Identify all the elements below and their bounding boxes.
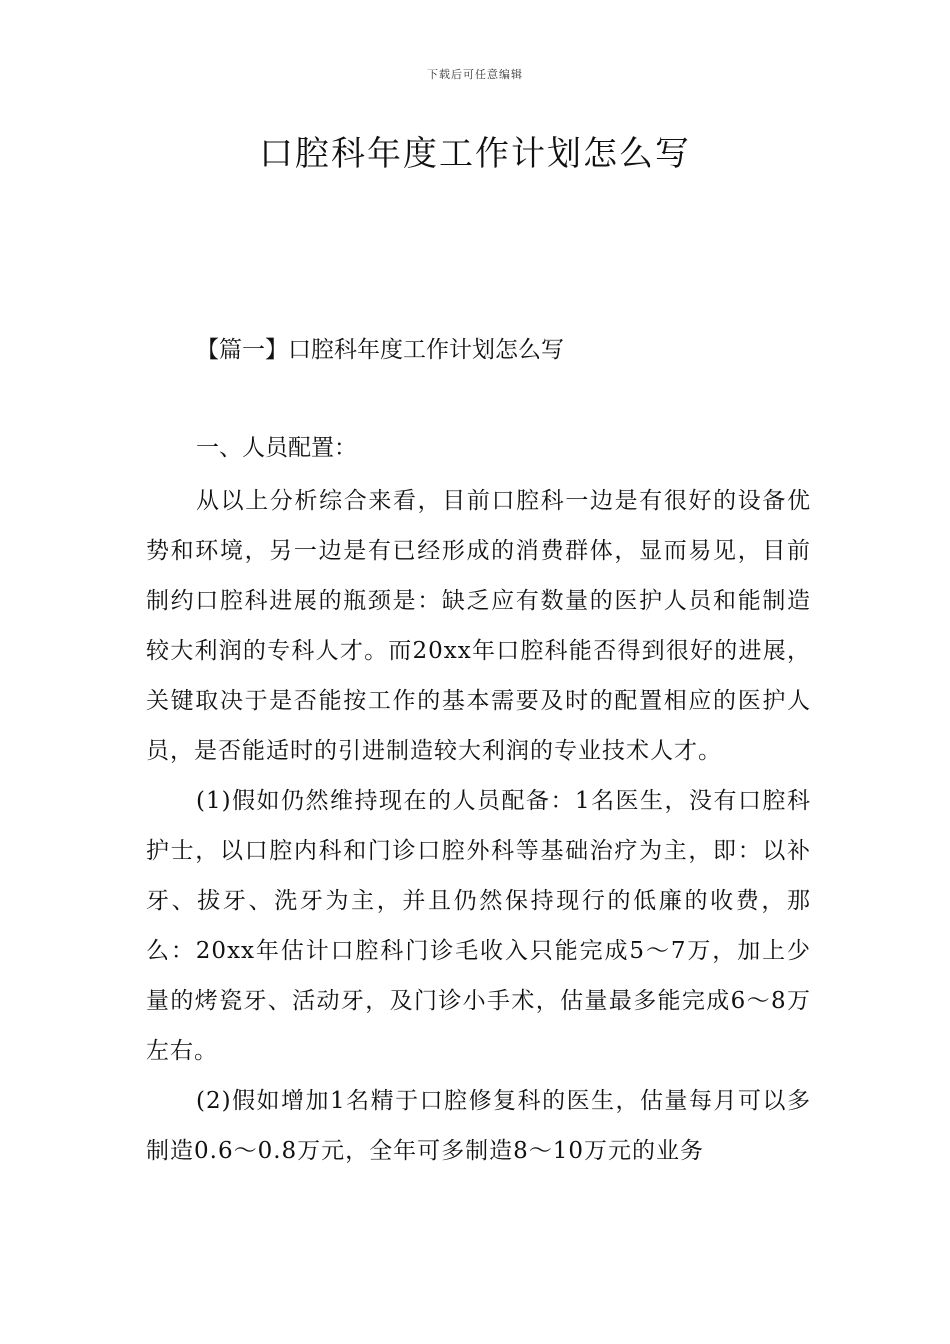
sub-heading-staffing: 一、人员配置： bbox=[196, 435, 357, 461]
paragraph: (2)假如增加1名精于口腔修复科的医生，估量每月可以多制造0.6～0.8万元，全年可多制造8～10万元的业务 bbox=[146, 1088, 811, 1164]
section-heading: 【篇一】口腔科年度工作计划怎么写 bbox=[196, 337, 564, 363]
header-note: 下载后可任意编辑 bbox=[427, 68, 523, 81]
paragraph: 从以上分析综合来看，目前口腔科一边是有很好的设备优势和环境，另一边是有已经形成的消费群体，显而易见，目前制约口腔科进展的瓶颈是：缺乏应有数量的医护人员和能制造较大利润的专科人才。而20xx年口腔科能否得到很好的进展，关键取决于是否能按工作的基本需要及时的配置相应的医护人员，是否能适时的引进制造较大利润的专业技术人才。 bbox=[146, 488, 811, 764]
document-title: 口腔科年度工作计划怎么写 bbox=[259, 134, 691, 174]
paragraph: (1)假如仍然维持现在的人员配备：1名医生，没有口腔科护士，以口腔内科和门诊口腔外科等基础治疗为主，即：以补牙、拔牙、洗牙为主，并且仍然保持现行的低廉的收费，那么：20xx年估计口腔科门诊毛收入只能完成5～7万，加上少量的烤瓷牙、活动牙，及门诊小手术，估量最多能完成6～8万左右。 bbox=[146, 788, 811, 1064]
body-text bbox=[146, 476, 811, 1176]
